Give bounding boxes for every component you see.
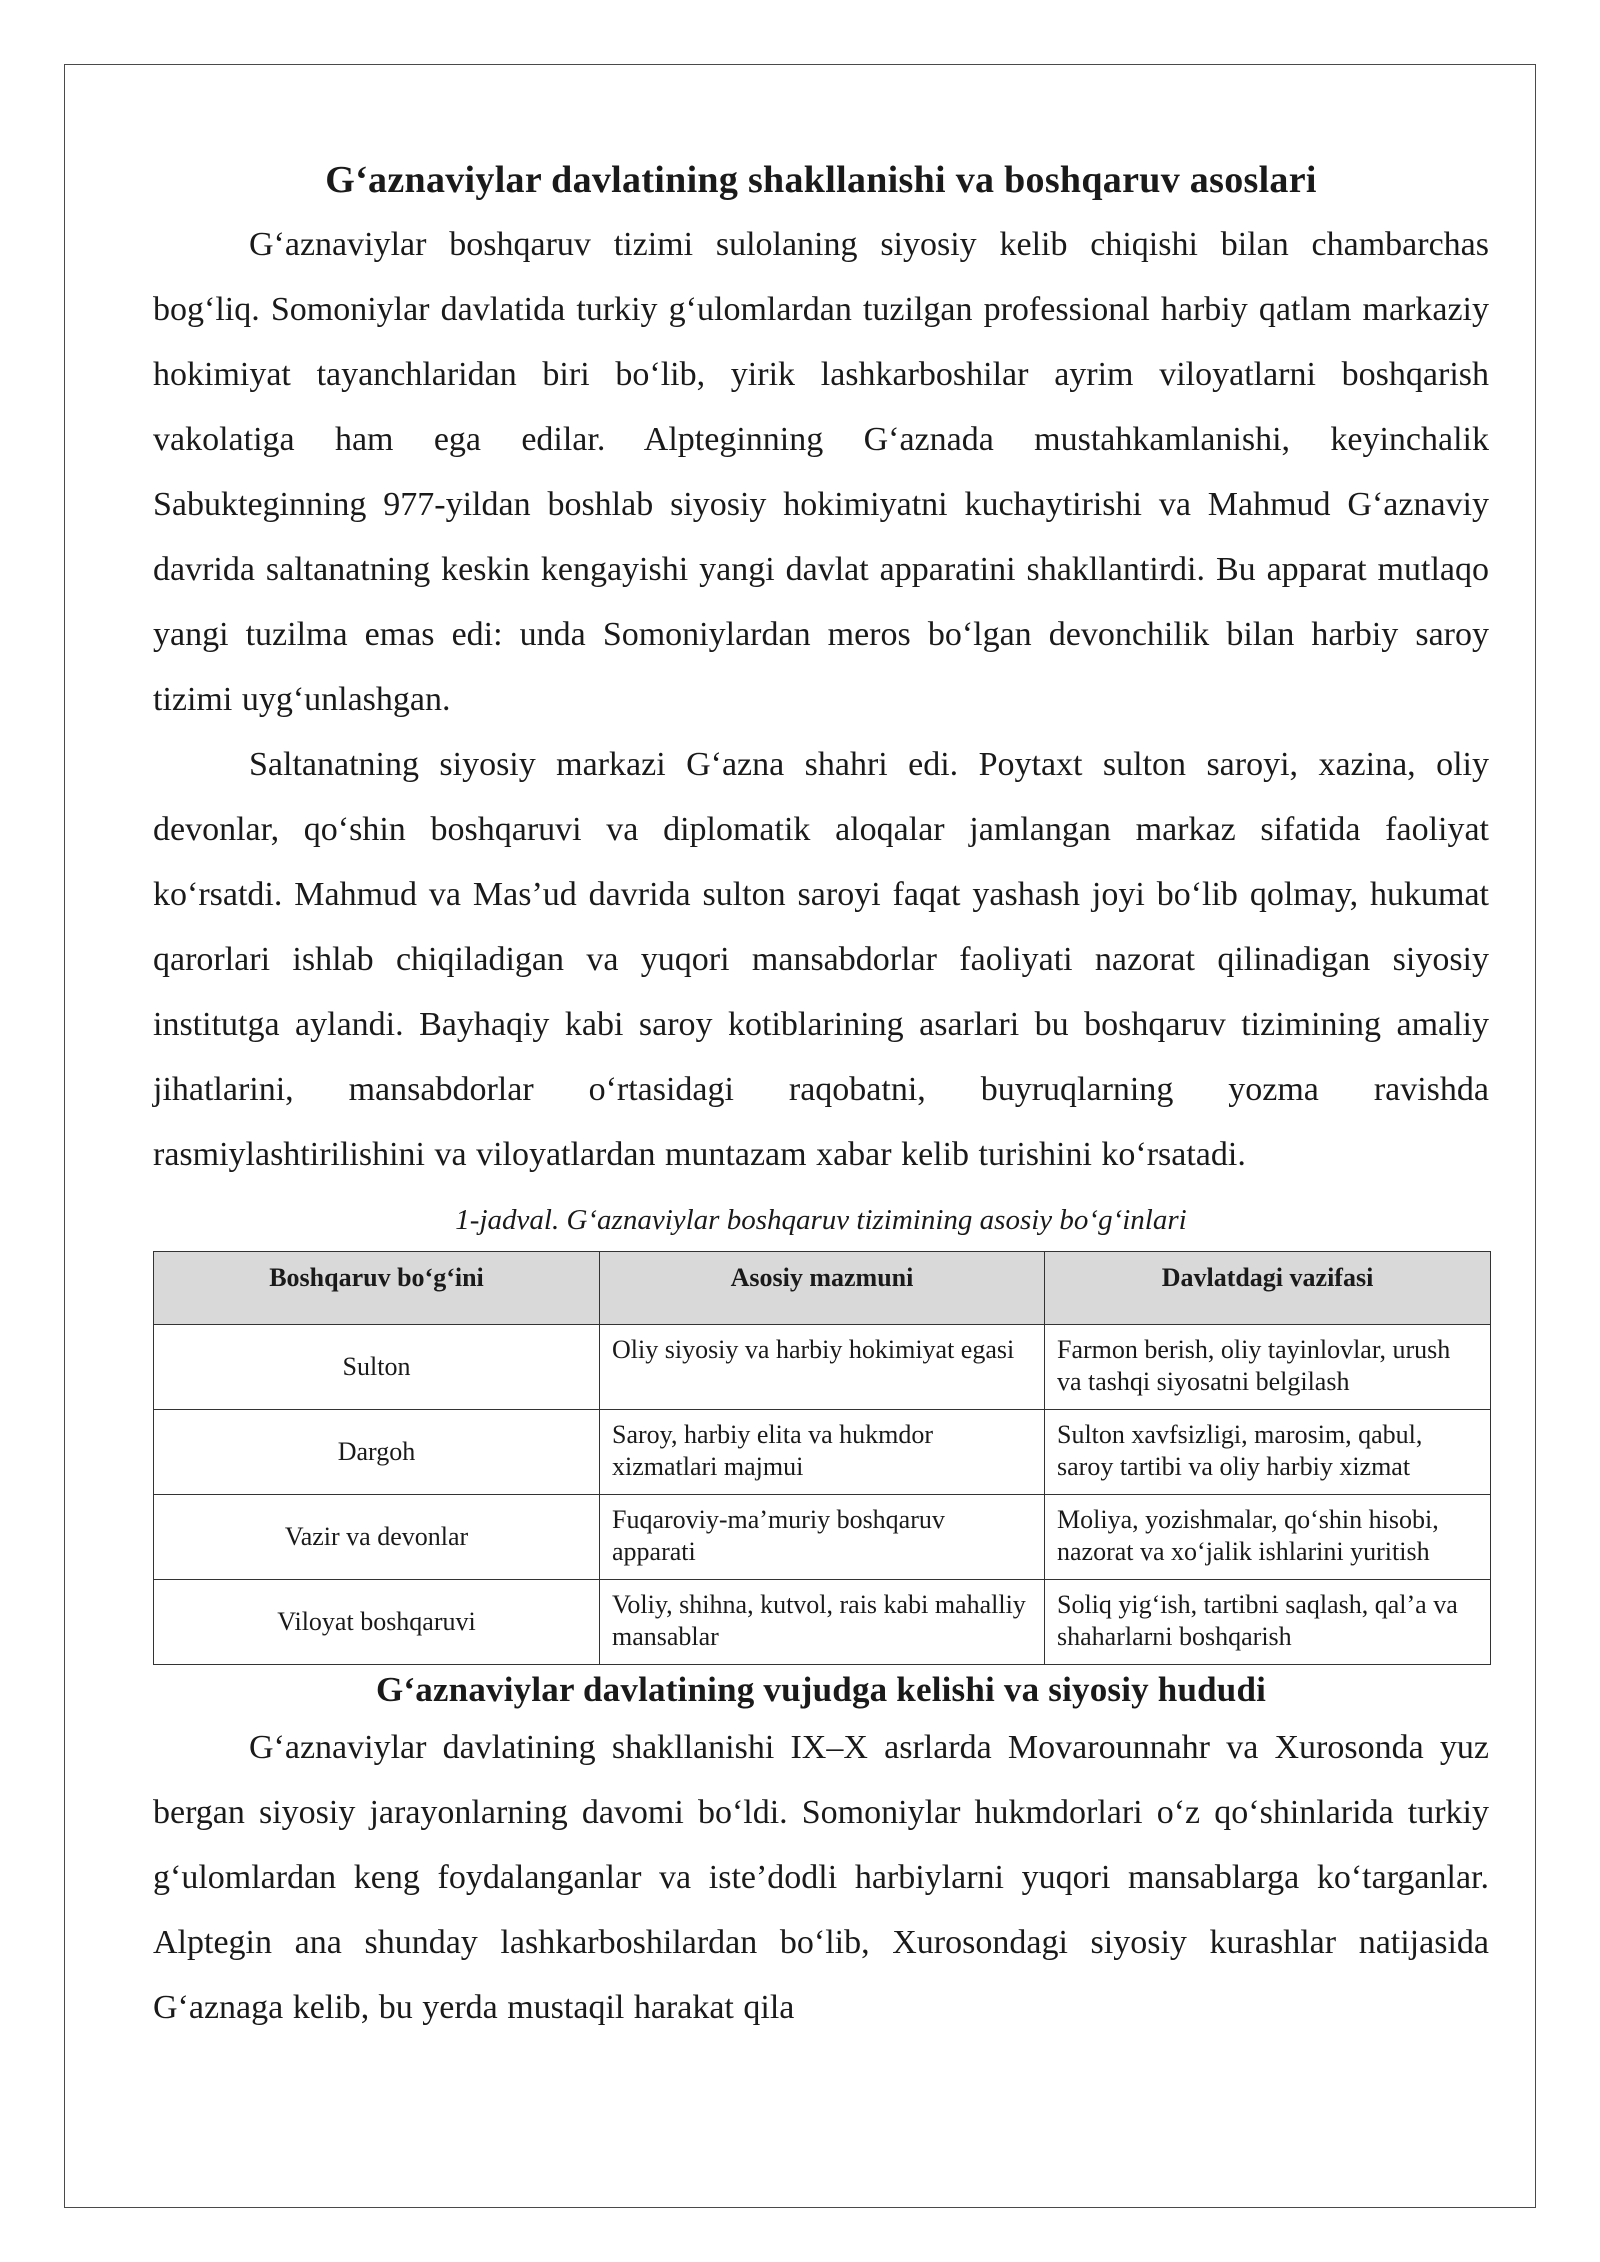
table-caption: 1-jadval. G‘aznaviylar boshqaruv tizimining asosiy bo‘g‘inlari xyxy=(455,1204,1187,1236)
table-header-cell: Davlatdagi vazifasi xyxy=(1045,1252,1491,1325)
table-cell: Farmon berish, oliy tayinlovlar, urush va tashqi siyosatni belgilash xyxy=(1045,1325,1491,1410)
table-cell: Sulton xyxy=(154,1325,600,1410)
table-row xyxy=(154,1410,1491,1495)
section-heading: G‘aznaviylar davlatining vujudga kelishi va siyosiy hududi xyxy=(375,1670,1267,1709)
table-cell: Dargoh xyxy=(154,1410,600,1495)
table-row xyxy=(154,1495,1491,1580)
table-cell: Fuqaroviy-ma’muriy boshqaruv apparati xyxy=(600,1495,1045,1580)
table-cell: Moliya, yozishmalar, qo‘shin hisobi, nazorat va xo‘jalik ishlarini yuritish xyxy=(1045,1495,1491,1580)
table-header-cell: Asosiy mazmuni xyxy=(600,1252,1045,1325)
table-row xyxy=(154,1325,1491,1410)
table-cell: Viloyat boshqaruvi xyxy=(154,1580,600,1665)
table-row xyxy=(154,1580,1491,1665)
table-cell: Saroy, harbiy elita va hukmdor xizmatlari majmui xyxy=(600,1410,1045,1495)
paragraph-2: Saltanatning siyosiy markazi G‘azna shahri edi. Poytaxt sulton saroyi, xazina, oliy devonlar, qo‘shin boshqaruvi va diplomatik aloqalar jamlangan markaz sifatida faoliyat ko‘rsatdi. Mahmud va Mas’ud davrida sulton saroyi faqat yashash joyi bo‘lib qolmay, hukumat qarorlari ishlab chiqiladigan va yuqori mansabdorlar faoliyati nazorat qilinadigan siyosiy institutga aylandi. Bayhaqiy kabi saroy kotiblarining asarlari bu boshqaruv tizimining amaliy jihatlarini, mansabdorlar o‘rtasidagi raqobatni, buyruqlarning yozma ravishda rasmiylashtirilishini va viloyatlardan muntazam xabar kelib turishini ko‘rsatadi. xyxy=(153,746,1489,1173)
table-cell: Voliy, shihna, kutvol, rais kabi mahalliy mansablar xyxy=(600,1580,1045,1665)
table-cell: Sulton xavfsizligi, marosim, qabul, saroy tartibi va oliy harbiy xizmat xyxy=(1045,1410,1491,1495)
paragraph-3: G‘aznaviylar davlatining shakllanishi IX–X asrlarda Movarounnahr va Xurosonda yuz bergan siyosiy jarayonlarning davomi bo‘ldi. Somoniylar hukmdorlari o‘z qo‘shinlarida turkiy g‘ulomlardan keng foydalanganlar va iste’dodli harbiylarni yuqori mansablarga ko‘targanlar. Alptegin ana shunday lashkarboshilardan bo‘lib, Xurosondagi siyosiy kurashlar natijasida G‘aznaga kelib, bu yerda mustaqil harakat qila xyxy=(153,1729,1489,2026)
table-header-row xyxy=(154,1252,1491,1325)
governance-table xyxy=(153,1251,1491,1665)
table-cell: Soliq yig‘ish, tartibni saqlash, qal’a va shaharlarni boshqarish xyxy=(1045,1580,1491,1665)
document-title: G‘aznaviylar davlatining shakllanishi va boshqaruv asoslari xyxy=(325,159,1317,201)
paragraph-1: G‘aznaviylar boshqaruv tizimi sulolaning siyosiy kelib chiqishi bilan chambarchas bog‘liq. Somoniylar davlatida turkiy g‘ulomlardan tuzilgan professional harbiy qatlam markaziy hokimiyat tayanchlaridan biri bo‘lib, yirik lashkarboshilar ayrim viloyatlarni boshqarish vakolatiga ham ega edilar. Alpteginning G‘aznada mustahkamlanishi, keyinchalik Sabukteginning 977-yildan boshlab siyosiy hokimiyatni kuchaytirishi va Mahmud G‘aznaviy davrida saltanatning keskin kengayishi yangi davlat apparatini shakllantirdi. Bu apparat mutlaqo yangi tuzilma emas edi: unda Somoniylardan meros bo‘lgan devonchilik bilan harbiy saroy tizimi uyg‘unlashgan. xyxy=(153,226,1489,718)
table-header-cell: Boshqaruv bo‘g‘ini xyxy=(154,1252,600,1325)
table-cell: Vazir va devonlar xyxy=(154,1495,600,1580)
table-cell: Oliy siyosiy va harbiy hokimiyat egasi xyxy=(600,1325,1045,1410)
document-body xyxy=(153,148,1489,2040)
